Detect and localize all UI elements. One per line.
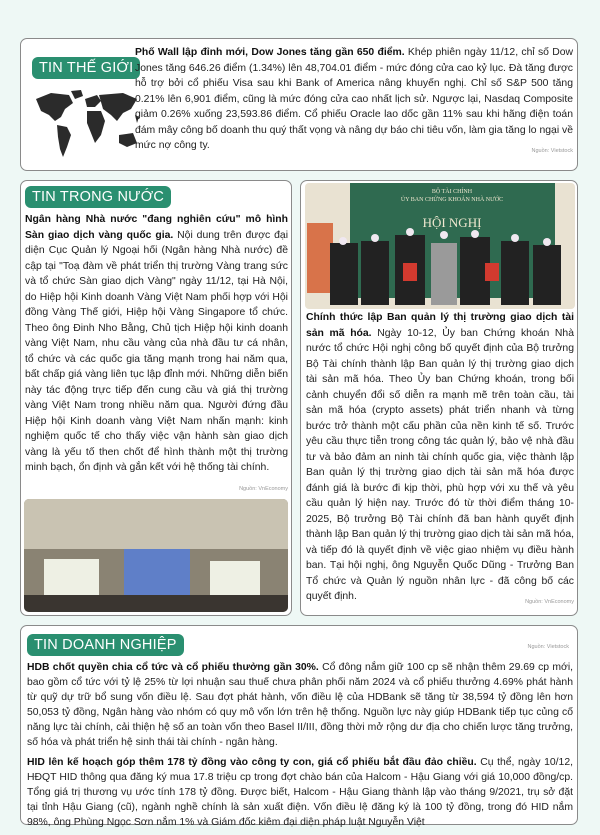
crypto-news-card — [300, 180, 578, 616]
world-map-icon — [31, 87, 143, 162]
business-news-body: Cụ thể, ngày 10/12, HĐQT HID thông qua đăng ký mua 17.8 triệu cp trong đợt chào bán của Halcom - Hậu Giang với giá 10,000 đồng/cp. Tổng giá trị thương vụ ước tính 178 tỷ đồng. Được biết, Halcom - Hậu Giang thành lập vào tháng 9/2021, trụ sở đặt tại tỉnh Hậu Giang (cũ), ngành nghề chính là sản xuất điện. Vốn điều lệ đăng ký là 100 tỷ đồng, trong đó HID nắm 98%, ông Phùng Ngọc Sơn nắm 1% và Giám đốc kiêm đại diện pháp luật Nguyễn Việt — [27, 757, 573, 828]
business-news-text — [27, 660, 573, 835]
world-news-source: Nguồn: Vietstock — [531, 148, 573, 154]
business-news-badge: TIN DOANH NGHIỆP — [27, 634, 184, 656]
business-news-body: Cổ đông nắm giữ 100 cp sẽ nhận thêm 29.69 cp mới, bao gồm cổ tức với tỷ lệ 25% từ lợi nhuận sau thuế chưa phân phối năm 2024 và cổ phiếu thưởng 4.69% phát hành từ quỹ dự trữ bổ sung vốn điều lệ. Sau đợt phát hành, vốn điều lệ của HDBank sẽ tăng từ 38,594 tỷ đồng lên hơn 50,053 tỷ đồng, Ngân hàng vào nhóm có quy mô vốn lớn trên hệ thống. Nguồn lực này giúp HDBank tiếp tục củng cố năng lực tài chính, cải thiện hệ số an toàn vốn theo Basel II/III, đồng thời mở rộng dư địa cho chiến lược tăng trưởng, số hóa và phát triển hệ sinh thái tài chính - ngân hàng. — [27, 662, 574, 748]
crypto-news-headline: Chính thức lập Ban quản lý thị trường giao dịch tài sản mã hóa. — [306, 312, 574, 339]
domestic-news-headline: Ngân hàng Nhà nước "đang nghiên cứu" mô hình Sàn giao dịch vàng quốc gia. — [25, 214, 288, 241]
conference-photo — [305, 183, 575, 309]
banner-line1: BỘ TÀI CHÍNH — [431, 189, 473, 195]
business-news-item — [27, 755, 573, 830]
banner-line2: ỦY BAN CHỨNG KHOÁN NHÀ NƯỚC — [400, 197, 504, 203]
business-news-headline: HID lên kế hoạch góp thêm 178 tỷ đồng vào công ty con, giá cổ phiếu bắt đầu đảo chiều. — [27, 757, 477, 768]
business-news-item — [27, 660, 573, 750]
domestic-news-source: Nguồn: VnEconomy — [239, 485, 288, 492]
world-news-body: Khép phiên ngày 11/12, chỉ số Dow Jones tăng 646.26 điểm (1.34%) lên 48,704.01 điểm - mức đóng cửa cao kỷ lục. Đà tăng được hỗ trợ bởi cổ phiếu Visa sau khi Bank of America nâng khuyến nghị. Chỉ số S&P 500 tăng 0.21% lên 6,901 điểm, cũng là mức đóng cửa cao nhất lịch sử. Ngược lại, Nasdaq Composite giảm 0.26% xuống 23,593.86 điểm. Cổ phiếu Oracle lao dốc gần 11% sau khi hãng điện toán đám mây công bố doanh thu quý thất vọng và nâng dự báo chi tiêu vốn, làm gia tăng lo ngại về mức nợ công ty. — [135, 47, 573, 151]
banner-title: HỘI NGHỊ — [422, 215, 482, 230]
domestic-news-card — [20, 180, 292, 616]
crypto-news-source: Nguồn: VnEconomy — [525, 599, 574, 605]
world-news-badge: TIN THẾ GIỚI — [32, 57, 140, 79]
crypto-news-body: Ngày 10-12, Ủy ban Chứng khoán Nhà nước tổ chức Hội nghị công bố quyết định của Bộ trưởng Bộ Tài chính thành lập Ban quản lý thị trường giao dịch tài sản mã hóa. Theo Ủy ban Chứng khoán, trong bối cảnh chuyển đổi số diễn ra mạnh mẽ trên toàn cầu, tài sản mã hóa (crypto assets) phát triển nhanh và từng bước trở thành một cấu phần của nền kinh tế số. Trước yêu cầu thực tiễn trong công tác quản lý, bảo vệ nhà đầu tư và bảo đảm an ninh tài chính quốc gia, việc thành lập Ban quản lý thị trường giao dịch tài sản mã hóa được đánh giá là bước đi kịp thời, phù hợp với xu thế và yêu cầu quản lý hiện nay. Trước đó từ thời điểm tháng 10-2025, Bộ trưởng Bộ Tài chính đã ban hành quyết định thành lập Ban quản lý thị trường giao dịch tài sản mã hóa, và tiếp đó là quyết định về việc giao nhiệm vụ điều hành ban. Tại hội nghị, ông Nguyễn Quốc Dũng - Trưởng Ban Tổ chức và Quản lý nguồn nhân lực - đã công bố các quyết định. — [306, 327, 574, 602]
world-news-headline: Phố Wall lập đỉnh mới, Dow Jones tăng gần 650 điểm. — [135, 47, 405, 58]
domestic-news-badge: TIN TRONG NƯỚC — [25, 186, 171, 208]
business-news-card — [20, 625, 578, 828]
domestic-news-body: Nội dung trên được đại diện Cục Quản lý Ngoại hối (Ngân hàng Nhà nước) đề cập tại "Toạ đàm về phát triển thị trường Vàng trang sức và tổ chức Sàn giao dịch Vàng" ngày 11/12, tại Hà Nội, do Hiệp hội Kinh doanh Vàng Việt Nam phối hợp với Hội đồng Vàng Thế giới, Hiệp hội Vàng Singapore tổ chức. Theo ông Đinh Nho Bằng, Chủ tịch Hiệp hội kinh doanh vàng Việt Nam, nhu cầu vàng của nhà đầu tư cá nhân, tổ chức và các quốc gia tăng mạnh trong hai năm qua, bất chấp giá vàng liên tục lập đỉnh mới. Những diễn biến này tác động trực tiếp đến cung cầu và giá thị trường vàng Việt Nam trong nhiều năm qua. Người đứng đầu Hiệp hội Kinh doanh vàng Việt Nam nhấn mạnh: kinh nghiệm quốc tế cho thấy việc vận hành sàn giao dịch vàng là yếu tố then chốt để hình thành một thị trường minh bạch, ổn định và gắn kết với hệ thống tài chính. — [25, 229, 288, 473]
domestic-news-text — [25, 212, 288, 497]
crypto-news-text — [306, 310, 574, 611]
business-news-source: Nguồn: Vietstock — [527, 644, 569, 650]
business-news-headline: HDB chốt quyền chia cổ tức và cổ phiếu thưởng gần 30%. — [27, 662, 319, 673]
world-news-card — [20, 38, 578, 171]
gold-seminar-photo — [24, 499, 288, 612]
world-news-text — [135, 45, 573, 160]
